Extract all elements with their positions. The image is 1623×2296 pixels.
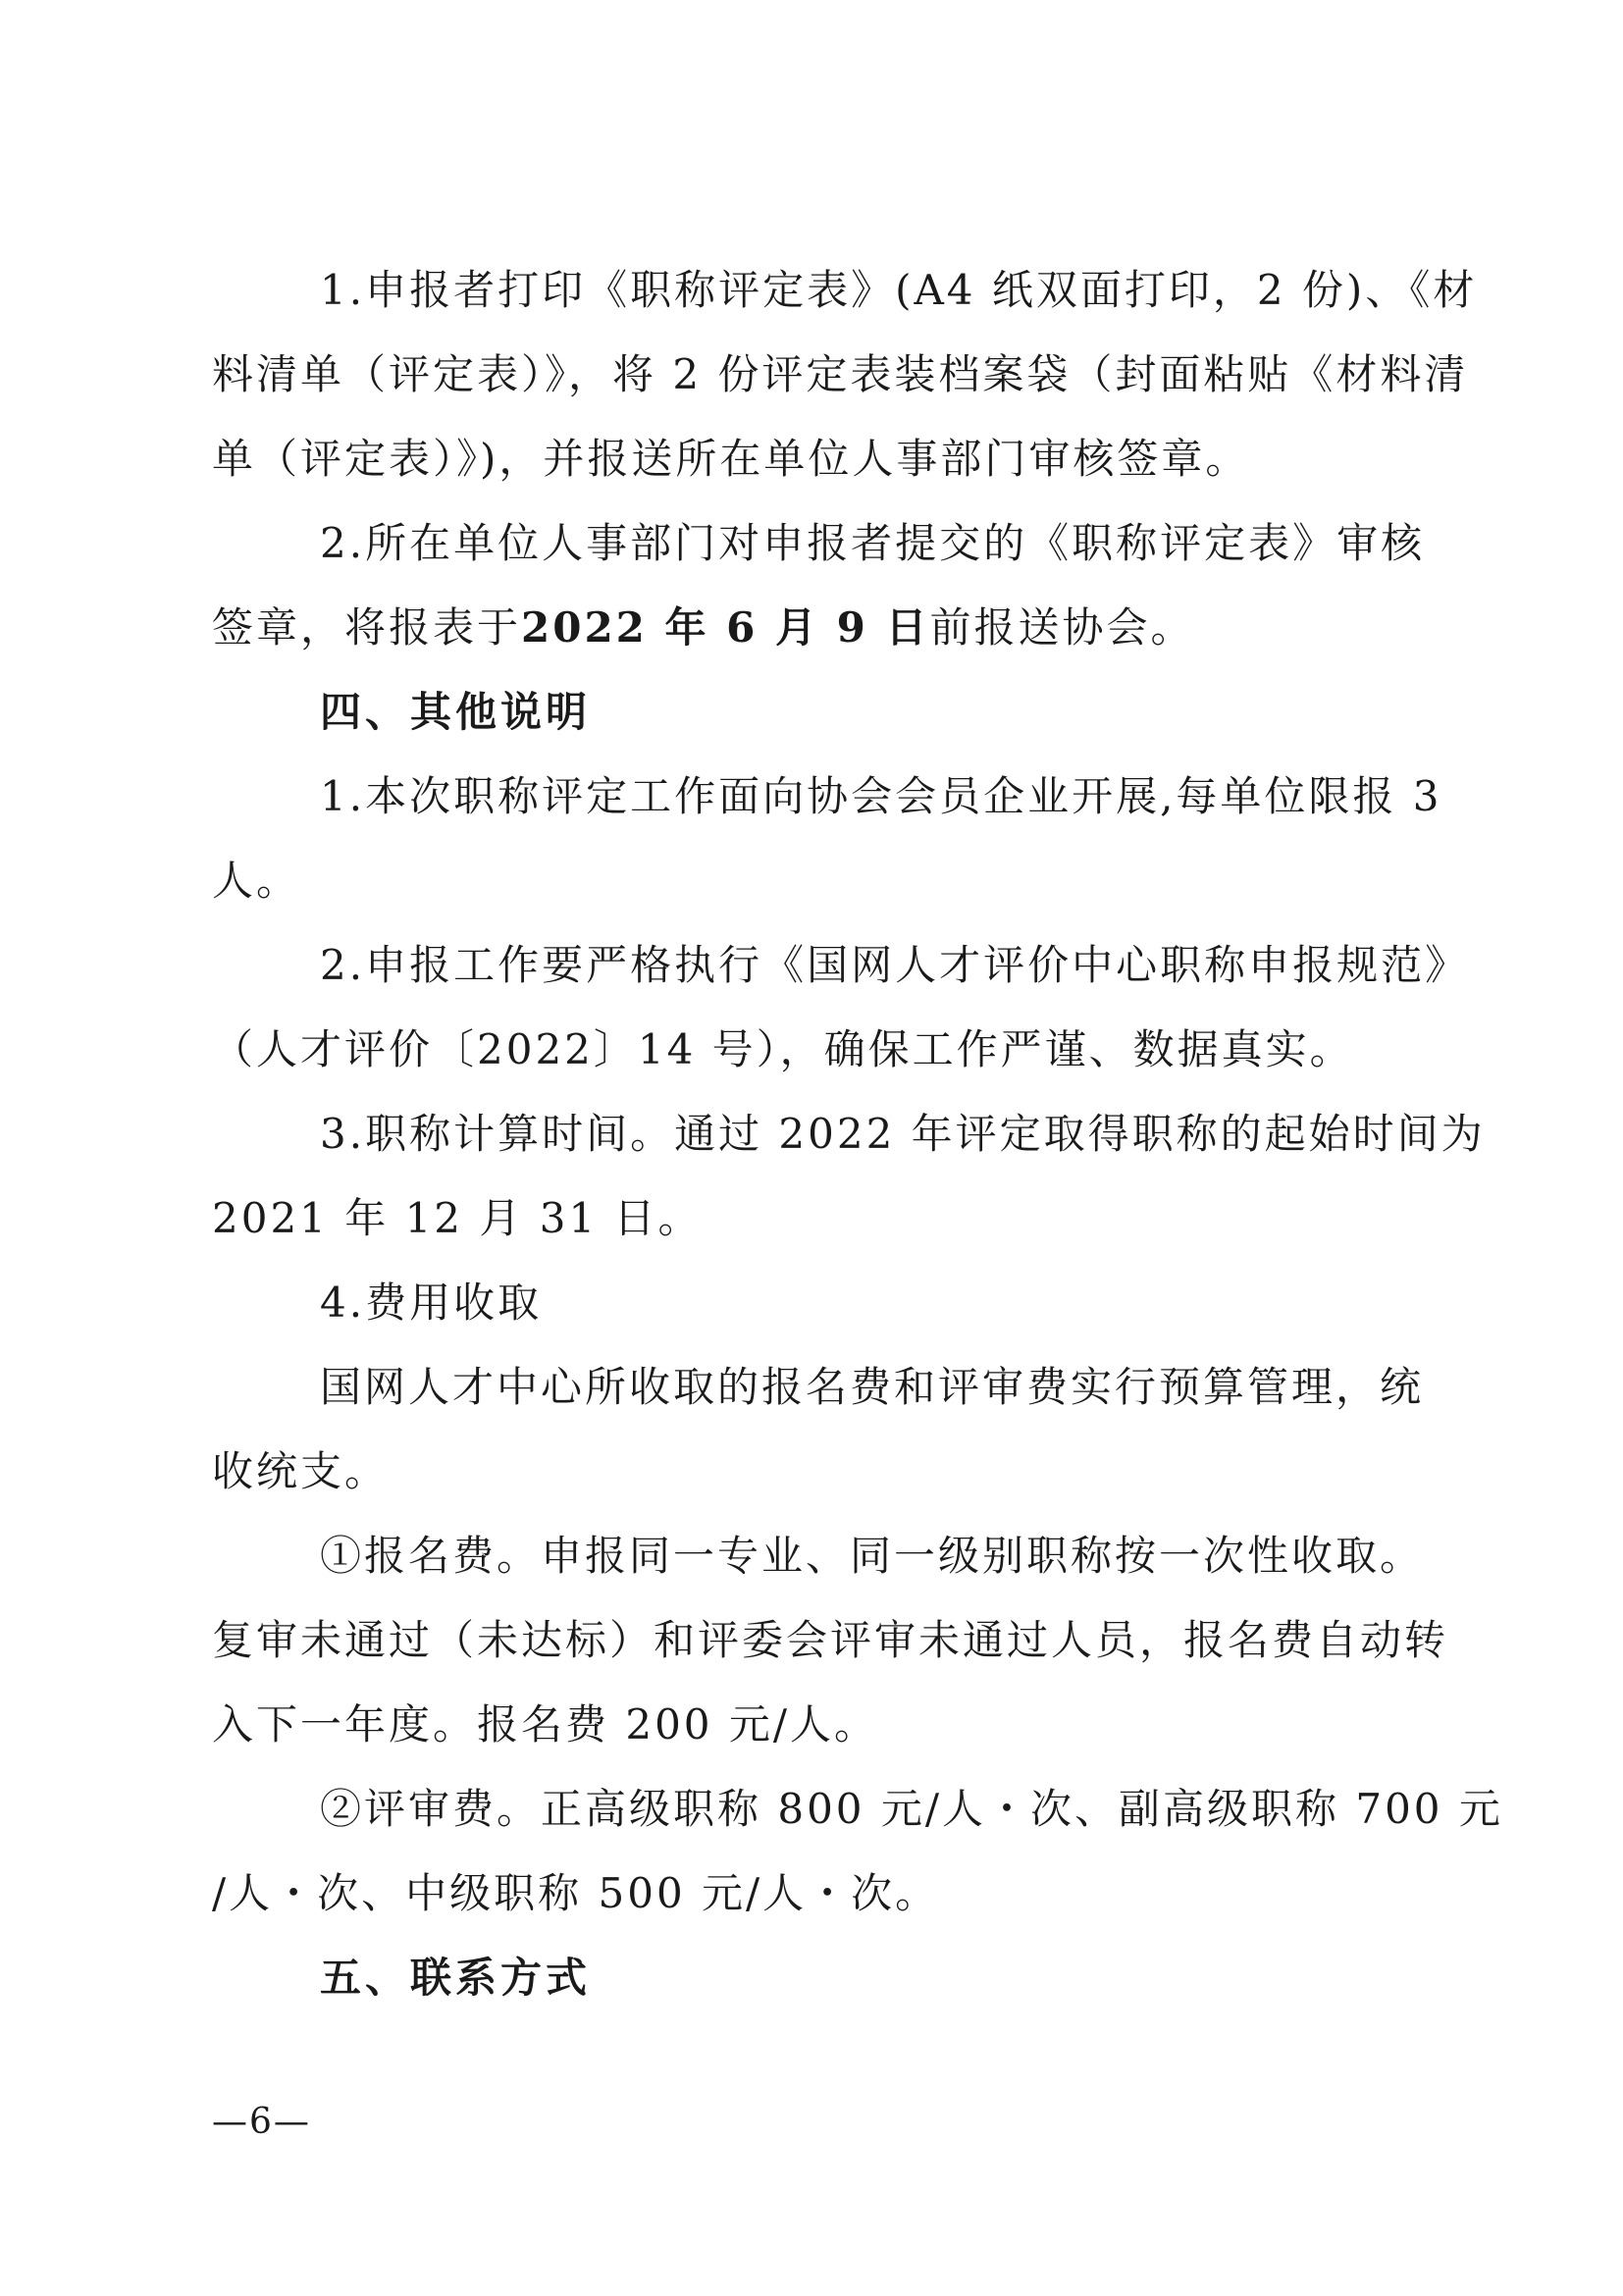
note-4-heading: 4.费用收取 <box>320 1278 543 1327</box>
paragraph-2-line-1: 2.所在单位人事部门对申报者提交的《职称评定表》审核 <box>320 519 1426 567</box>
note-1-line-2: 人。 <box>212 857 301 905</box>
registration-fee-line-1: ①报名费。申报同一专业、同一级别职称按一次性收取。 <box>320 1532 1425 1580</box>
review-fee-line-2: /人・次、中级职称 500 元/人・次。 <box>212 1869 940 1917</box>
fee-paragraph-line-2: 收统支。 <box>212 1447 390 1495</box>
note-3-line-1: 3.职称计算时间。通过 2022 年评定取得职称的起始时间为 <box>320 1110 1486 1158</box>
note-2-line-2: （人才评价〔2022〕14 号），确保工作严谨、数据真实。 <box>212 1025 1354 1073</box>
paragraph-1-line-2: 料清单（评定表）》，将 2 份评定表装档案袋（封面粘贴《材料清 <box>212 350 1469 398</box>
paragraph-2-line-2 <box>212 599 1419 657</box>
note-1-line-1: 1.本次职称评定工作面向协会会员企业开展,每单位限报 3 <box>320 772 1442 820</box>
review-fee-line-1: ②评审费。正高级职称 800 元/人・次、副高级职称 700 元 <box>320 1785 1503 1833</box>
note-3-line-2: 2021 年 12 月 31 日。 <box>212 1194 703 1242</box>
deadline-date: 2022 年 6 月 9 日 <box>521 603 930 652</box>
paragraph-2-text-b: 前报送协会。 <box>929 603 1195 652</box>
paragraph-1-line-1: 1.申报者打印《职称评定表》(A4 纸双面打印，2 份)、《材 <box>320 266 1478 314</box>
paragraph-1-line-3: 单（评定表）》)，并报送所在单位人事部门审核签章。 <box>212 435 1250 483</box>
section-heading-other-notes: 四、其他说明 <box>320 688 592 736</box>
fee-paragraph-line-1: 国网人才中心所收取的报名费和评审费实行预算管理，统 <box>320 1363 1425 1411</box>
registration-fee-line-3: 入下一年度。报名费 200 元/人。 <box>212 1700 879 1748</box>
paragraph-2-text-a: 签章，将报表于 <box>212 603 522 652</box>
note-2-line-1: 2.申报工作要严格执行《国网人才评价中心职称申报规范》 <box>320 941 1470 989</box>
registration-fee-line-2: 复审未通过（未达标）和评委会评审未通过人员，报名费自动转 <box>212 1616 1449 1664</box>
page-number: —6— <box>212 2102 311 2142</box>
section-heading-contact: 五、联系方式 <box>320 1954 592 2002</box>
